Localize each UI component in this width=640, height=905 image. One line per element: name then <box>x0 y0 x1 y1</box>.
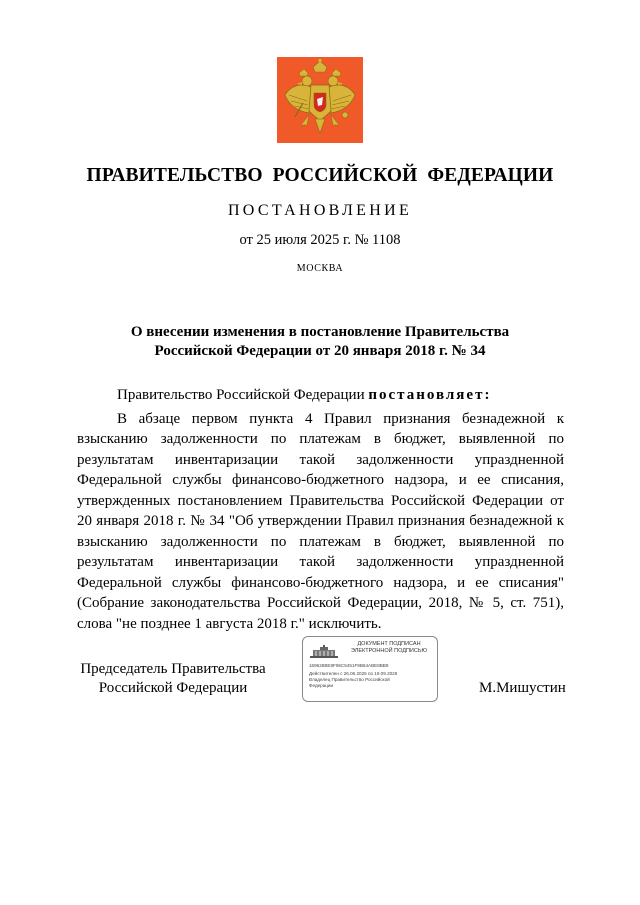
document-body <box>77 386 564 634</box>
stamp-heading-line-2: ЭЛЕКТРОННОЙ ПОДПИСЬЮ <box>350 648 428 654</box>
stamp-details <box>309 671 435 689</box>
document-subject <box>100 323 540 361</box>
preamble-emphasis: постановляет: <box>368 387 492 403</box>
stamp-certificate: 169626BE8F95C5451F9B64ABE8BB9 <box>309 663 389 668</box>
body-paragraph: В абзаце первом пункта 4 Правил признания безнадежной к взысканию задолженности по платежам в бюджет, выявленной по результатам инвентаризации такой задолженности упраздненной Федеральной службы финансово-бюджетного надзора, и ее списания, утвержденных постановлением Правительства Российской Федерации от 20 января 2018 г. № 34 "Об утверждении Правил признания безнадежной к взысканию задолженности по платежам в бюджет, выявленной по результатам инвентаризации такой задолженности упраздненной Федеральной службы финансово-бюджетного надзора, и ее списания" (Собрание законодательства Российской Федерации, 2018, № 5, ст. 751), слова "не позднее 1 августа 2018 г." исключить. <box>77 410 564 632</box>
signer-position <box>78 660 268 698</box>
government-title: ПРАВИТЕЛЬСТВО РОССИЙСКОЙ ФЕДЕРАЦИИ <box>86 165 554 186</box>
coat-of-arms-icon <box>275 55 365 145</box>
signer-name: М.Мишустин <box>479 680 566 696</box>
subject-line-1: О внесении изменения в постановление Правительства <box>130 324 510 340</box>
stamp-owner-line-1: Владелец Правительство Российской <box>309 677 390 682</box>
signer-position-line-1: Председатель Правительства <box>80 661 266 677</box>
stamp-validity: Действителен с 26.06.2025 по 19.09.2026 <box>309 671 398 676</box>
government-building-icon <box>309 645 339 659</box>
preamble <box>77 386 564 406</box>
stamp-heading <box>343 641 435 655</box>
document-type: ПОСТАНОВЛЕНИЕ <box>227 202 413 219</box>
subject-line-2: Российской Федерации от 20 января 2018 г. № 34 <box>154 343 486 359</box>
signer-position-line-2: Российской Федерации <box>98 680 248 696</box>
document-city: МОСКВА <box>296 263 344 274</box>
stamp-heading-line-1: ДОКУМЕНТ ПОДПИСАН <box>357 641 421 647</box>
stamp-owner-line-2: Федерации <box>309 683 334 688</box>
electronic-signature-stamp <box>302 636 438 702</box>
document-date-number: от 25 июля 2025 г. № 1108 <box>239 232 401 248</box>
preamble-text: Правительство Российской Федерации <box>117 387 365 403</box>
